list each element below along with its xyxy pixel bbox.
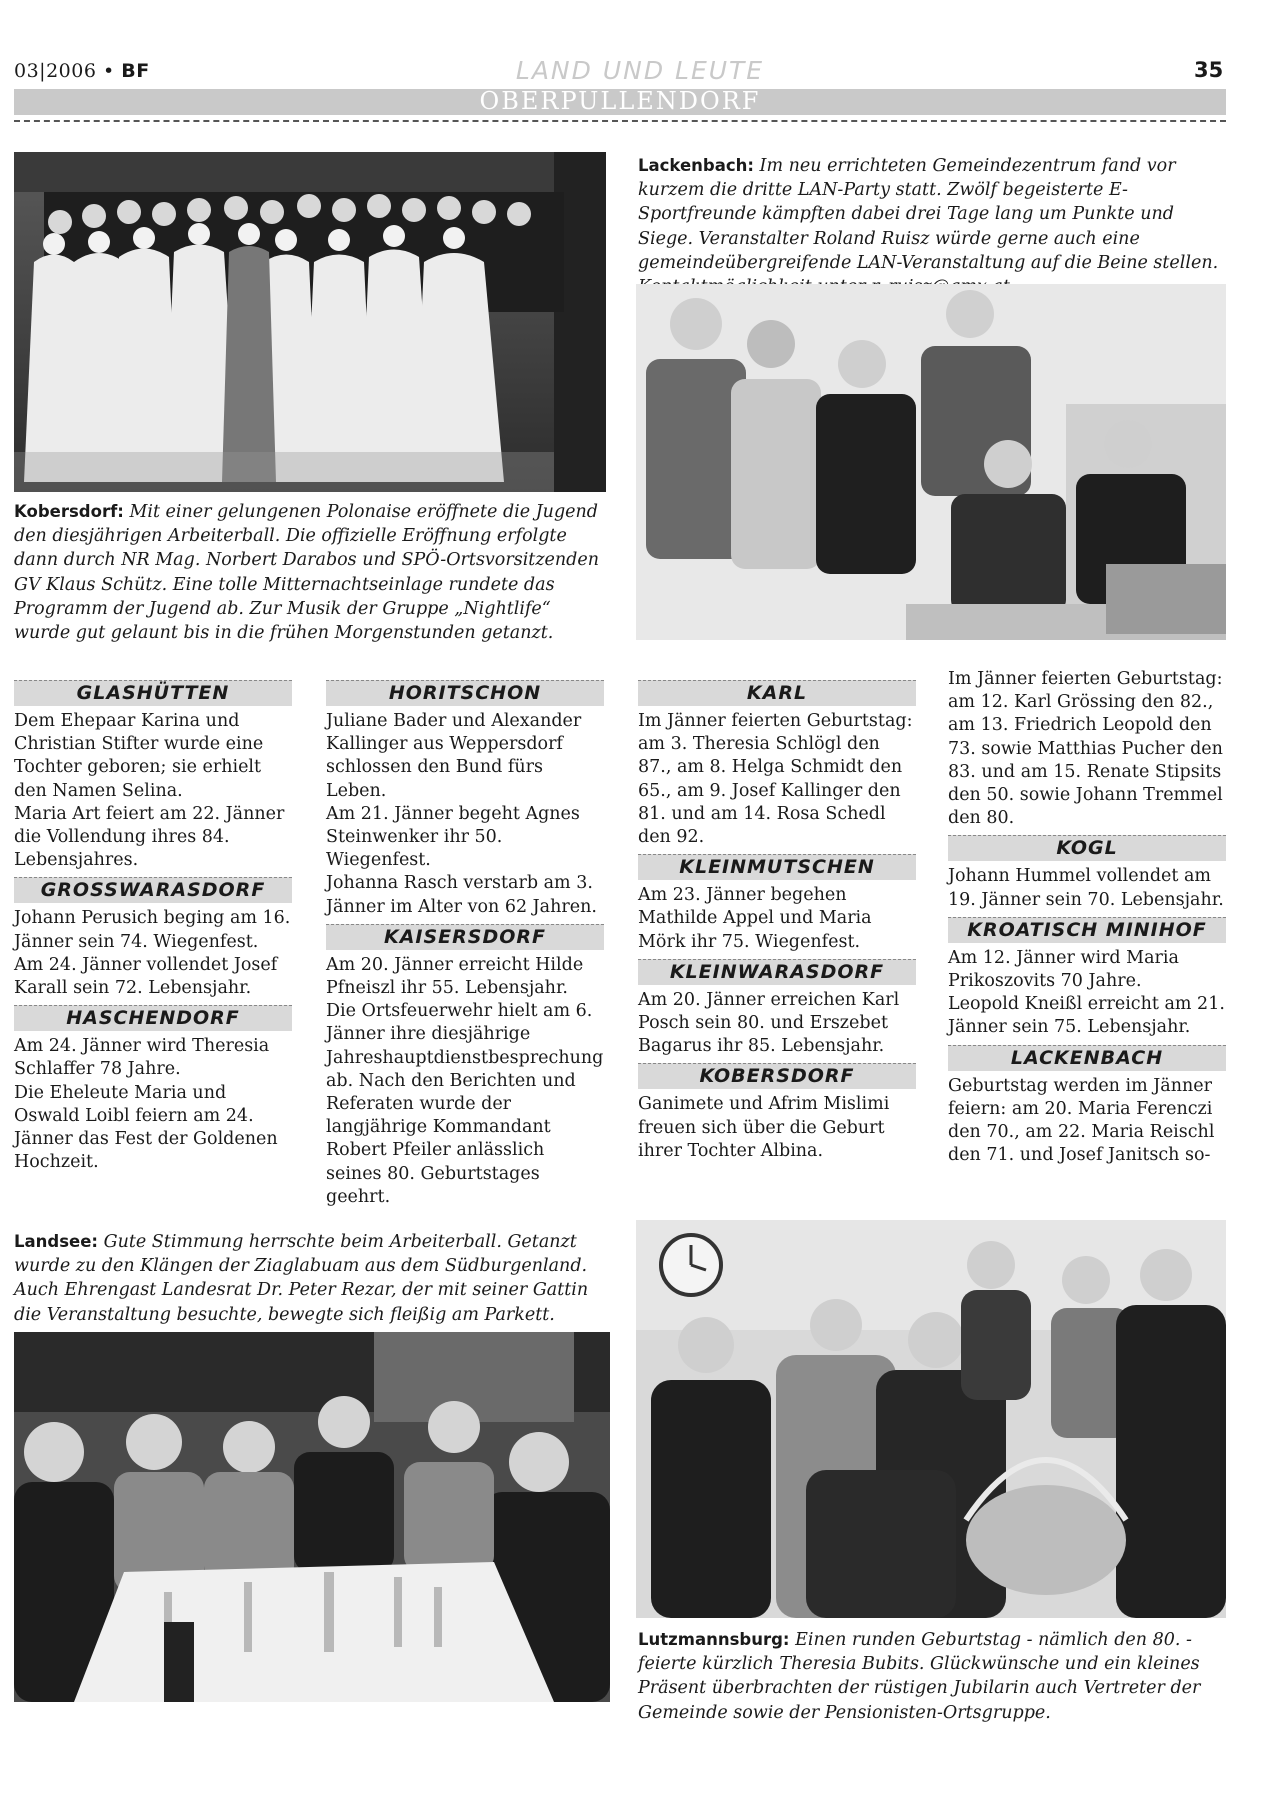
section-paragraph: Maria Art feiert am 22. Jänner die Vollendung ihres 84. Lebensjahres. [14, 803, 285, 871]
section-paragraph: Im Jänner feierten Geburtstag: am 3. Theresia Schlögl den 87., am 8. Helga Schmidt den 65., am 9. Josef Kallinger den 81. und am 14. Rosa Schedl den 92. [638, 711, 913, 848]
caption-text-lackenbach: Im neu errichteten Gemeindezentrum fand vor kurzem die dritte LAN-Party statt. Zwölf begeisterte E-Sportfreunde kämpften dabei drei Tage lang um Punkte und Siege. Veranstalter Roland Ruisz würde gerne auch eine gemeindeübergreifende LAN-Veranstaltung auf die Beine stellen. [638, 156, 1219, 273]
section-grosswarasdorf [14, 877, 292, 1000]
caption-text-kobersdorf: Mit einer gelungenen Polonaise eröffnete die Jugend den diesjährigen Arbeiterball. Die offizielle Eröffnung erfolgte dann durch NR Mag. Norbert Darabos und SPÖ-Ortsvorsitzenden GV Klaus Schütz. Eine tolle Mitternachtseinlage rundete das Programm der Jugend ab. Zur Musik der Gruppe „Nightlife“ wurde gut gelaunt bis in die frühen Morgenstunden getanzt. [14, 502, 599, 644]
photo-lutzmannsburg-birthday [636, 1220, 1226, 1618]
section-paragraph: Leopold Kneißl erreicht am 21. Jänner sein 75. Lebensjahr. [948, 994, 1225, 1038]
column-2 [326, 680, 604, 1209]
column-4 [948, 668, 1226, 1167]
section-paragraph: Juliane Bader und Alexander Kallinger aus Weppersdorf schlossen den Bund fürs Leben. [326, 711, 582, 801]
section-title: LAND UND LEUTE [515, 56, 765, 85]
section-heading: KAISERSDORF [326, 924, 604, 950]
issue-label: 03|2006 • BF [14, 60, 150, 82]
section-kleinwarasdorf [638, 959, 916, 1059]
caption-text-lutzmannsburg: Einen runden Geburtstag - nämlich den 80. - feierte kürzlich Theresia Bubits. Glückwünsche und ein kleines Präsent überbrachten der rüstigen Jubilarin auch Vertreter der Gemeinde sowie der Pensionisten-Ortsgruppe. [638, 1630, 1201, 1723]
section-paragraph: Am 20. Jänner erreicht Hilde Pfneiszl ihr 55. Lebensjahr. [326, 954, 584, 999]
caption-lackenbach [638, 154, 1234, 299]
section-paragraph: Johanna Rasch verstarb am 3. Jänner im Alter von 62 Jahren. [326, 873, 597, 917]
section-paragraph: Johann Hummel vollendet am 19. Jänner sein 70. Lebensjahr. [948, 866, 1224, 910]
section-paragraph: Die Ortsfeuerwehr hielt am 6. Jänner ihre diesjährige Jahreshauptdienstbesprechung ab. Nach den Berichten und Referaten wurde der langjährige Kommandant Robert Pfeiler anlässlich seines 80. Geburtstages geehrt. [326, 1001, 604, 1207]
section-paragraph: Am 24. Jänner wird Theresia Schlaffer 78 Jahre. [14, 1036, 270, 1080]
column-3 [638, 680, 916, 1163]
section-kogl [948, 835, 1226, 911]
section-heading: LACKENBACH [948, 1045, 1226, 1071]
section-paragraph: Am 23. Jänner begehen Mathilde Appel und Maria Mörk ihr 75. Wiegenfest. [638, 885, 872, 952]
section-karl [638, 680, 916, 849]
caption-place-lackenbach: Lackenbach: [638, 156, 754, 175]
section-kaisersdorf [326, 924, 604, 1209]
section-heading: KLEINMUTSCHEN [638, 854, 916, 880]
caption-place-landsee: Landsee: [14, 1232, 99, 1251]
section-heading: GROSSWARASDORF [14, 877, 292, 903]
section-paragraph: Am 24. Jänner vollendet Josef Karall sein 72. Lebensjahr. [14, 954, 278, 999]
caption-place-lutzmannsburg: Lutzmannsburg: [638, 1630, 790, 1649]
section-kobersdorf [638, 1063, 916, 1163]
column-1 [14, 680, 292, 1174]
district-title: OBERPULLENDORF [479, 87, 761, 115]
section-glashuetten [14, 680, 292, 872]
section-paragraph: Am 21. Jänner begeht Agnes Steinwenker ihr 50. Wiegenfest. [326, 803, 580, 871]
caption-text-landsee: Gute Stimmung herrschte beim Arbeiterball. Getanzt wurde zu den Klängen der Ziaglabuam aus dem Südburgenland. Auch Ehrengast Landesrat Dr. Peter Rezar, der mit seiner Gattin die Veranstaltung besuchte, bewegte sich fleißig am Parkett. [14, 1232, 589, 1325]
section-horitschon [326, 680, 604, 919]
section-heading: GLASHÜTTEN [14, 680, 292, 706]
section-paragraph: Dem Ehepaar Karina und Christian Stifter wurde eine Tochter geboren; sie erhielt den Namen Selina. [14, 711, 264, 801]
caption-landsee [14, 1230, 612, 1327]
photo-lackenbach-lan-party [636, 284, 1226, 640]
section-heading: KOGL [948, 835, 1226, 861]
section-paragraph: Ganimete und Afrim Mislimi freuen sich über die Geburt ihrer Tochter Albina. [638, 1094, 890, 1161]
section-paragraph: Am 12. Jänner wird Maria Prikoszovits 70 Jahre. [948, 947, 1179, 992]
brand-label: BF [121, 60, 150, 82]
karl-continuation [948, 668, 1226, 830]
section-paragraph: Im Jänner feierten Geburtstag: am 12. Karl Grössing den 82., am 13. Friedrich Leopold den 73. sowie Matthias Pucher den 83. und am 15. Renate Stipsits den 50. sowie Johann Tremmel den 80. [948, 669, 1223, 829]
section-heading: KROATISCH MINIHOF [948, 917, 1226, 943]
section-paragraph: Johann Perusich beging am 16. Jänner sein 74. Wiegenfest. [14, 908, 291, 952]
section-heading: KARL [638, 680, 916, 706]
section-heading: HORITSCHON [326, 680, 604, 706]
section-heading: HASCHENDORF [14, 1005, 292, 1031]
section-kroatisch-minihof [948, 917, 1226, 1040]
section-kleinmutschen [638, 854, 916, 954]
header-divider [14, 120, 1226, 122]
page-number: 35 [1194, 58, 1224, 82]
caption-lutzmannsburg [638, 1628, 1238, 1725]
section-haschendorf [14, 1005, 292, 1174]
photo-kobersdorf-ball [14, 152, 606, 492]
section-paragraph: Die Eheleute Maria und Oswald Loibl feiern am 24. Jänner das Fest der Goldenen Hochzeit. [14, 1082, 278, 1173]
section-lackenbach [948, 1045, 1226, 1168]
section-heading: KOBERSDORF [638, 1063, 916, 1089]
photo-landsee-ball [14, 1332, 610, 1702]
caption-place-kobersdorf: Kobersdorf: [14, 502, 124, 521]
section-paragraph: Am 20. Jänner erreichen Karl Posch sein 80. und Erszebet Bagarus ihr 85. Lebensjahr. [638, 989, 900, 1057]
caption-kobersdorf [14, 500, 612, 645]
section-paragraph: Geburtstag werden im Jänner feiern: am 20. Maria Ferenczi den 70., am 22. Maria Reischl den 71. und Josef Janitsch so- [948, 1075, 1215, 1166]
section-heading: KLEINWARASDORF [638, 959, 916, 985]
